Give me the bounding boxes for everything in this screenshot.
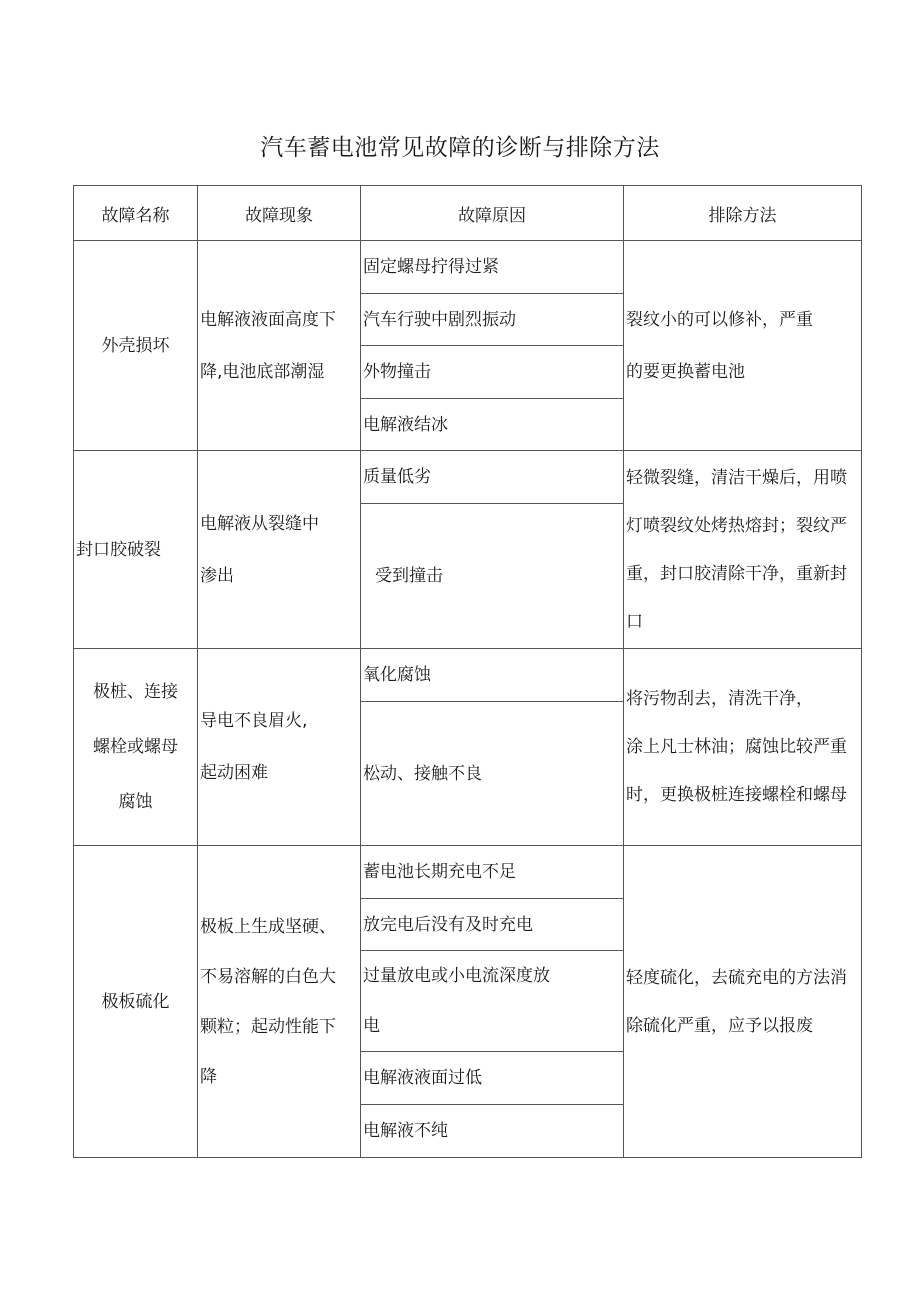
fault-symptom-line: 电解液液面高度下 <box>200 309 336 330</box>
header-fault-symptom: 故障现象 <box>198 186 361 241</box>
remedy-cell <box>624 451 862 649</box>
remedy-line: 裂纹小的可以修补，严重 <box>626 309 813 330</box>
remedy-line: 口 <box>626 611 643 632</box>
fault-cause-cell <box>361 951 624 1052</box>
remedy-line: 轻微裂缝，清洁干燥后，用喷 <box>626 467 847 488</box>
fault-cause: 固定螺母拧得过紧 <box>361 241 624 294</box>
fault-name: 极板硫化 <box>101 991 170 1012</box>
table-row <box>74 846 862 899</box>
remedy-cell <box>624 241 862 451</box>
fault-symptom-line: 降,电池底部潮湿 <box>200 361 325 382</box>
fault-symptom-cell <box>198 241 361 451</box>
remedy-line: 重，封口胶清除干净，重新封 <box>626 563 847 584</box>
fault-symptom-line: 降 <box>200 1066 217 1087</box>
fault-name-line: 螺栓或螺母 <box>93 736 178 757</box>
fault-cause: 电解液结冰 <box>361 399 624 451</box>
fault-cause: 放完电后没有及时充电 <box>361 899 624 951</box>
header-fault-name: 故障名称 <box>74 186 198 241</box>
fault-name-cell <box>74 451 198 649</box>
remedy-cell <box>624 649 862 846</box>
fault-symptom-line: 起动困难 <box>200 763 268 783</box>
fault-name-cell <box>74 846 198 1158</box>
fault-cause: 氧化腐蚀 <box>361 649 624 702</box>
page-title: 汽车蓄电池常见故障的诊断与排除方法 <box>260 135 660 162</box>
header-row <box>74 186 862 241</box>
fault-name-line: 腐蚀 <box>118 791 153 812</box>
fault-name-line: 极桩、连接 <box>93 681 178 702</box>
fault-symptom-line: 不易溶解的白色大 <box>200 966 336 987</box>
fault-cause: 汽车行驶中剧烈振动 <box>361 294 624 346</box>
fault-cause-line: 过量放电或小电流深度放 <box>363 966 550 986</box>
fault-symptom-line: 颗粒；起动性能下 <box>200 1016 336 1037</box>
remedy-line: 轻度硫化，去硫充电的方法消 <box>626 967 847 988</box>
remedy-line: 的要更换蓄电池 <box>626 361 745 382</box>
fault-cause: 受到撞击 <box>361 504 624 649</box>
fault-name-cell <box>74 241 198 451</box>
remedy-line: 时，更换极桩连接螺栓和螺母 <box>626 785 847 805</box>
fault-cause: 质量低劣 <box>361 451 624 504</box>
fault-cause: 蓄电池长期充电不足 <box>361 846 624 899</box>
remedy-line: 将污物刮去，清洗干净， <box>626 689 813 709</box>
fault-symptom-cell <box>198 451 361 649</box>
fault-symptom-line: 极板上生成坚硬、 <box>200 916 336 937</box>
remedy-cell <box>624 846 862 1158</box>
fault-cause: 外物撞击 <box>361 346 624 399</box>
fault-name: 封口胶破裂 <box>76 539 161 560</box>
header-remedy: 排除方法 <box>624 186 862 241</box>
fault-symptom-line: 渗出 <box>200 565 234 586</box>
header-fault-cause: 故障原因 <box>361 186 624 241</box>
fault-symptom-line: 电解液从裂缝中 <box>200 513 319 534</box>
fault-symptom-cell <box>198 649 361 846</box>
table-row <box>74 241 862 294</box>
fault-cause: 电解液液面过低 <box>361 1052 624 1105</box>
remedy-line: 灯喷裂纹处烤热熔封；裂纹严 <box>626 515 847 536</box>
fault-cause-line: 电 <box>363 1016 380 1036</box>
fault-symptom-line: 导电不良眉火, <box>200 711 308 731</box>
fault-name: 外壳损坏 <box>101 335 170 356</box>
fault-diagnosis-table <box>73 185 862 1158</box>
fault-symptom-cell <box>198 846 361 1158</box>
remedy-line: 涂上凡士林油；腐蚀比较严重 <box>626 737 847 757</box>
remedy-line: 除硫化严重，应予以报废 <box>626 1015 813 1036</box>
fault-cause: 松动、接触不良 <box>361 702 624 846</box>
fault-name-cell <box>74 649 198 846</box>
table-row <box>74 649 862 702</box>
fault-cause: 电解液不纯 <box>361 1105 624 1158</box>
table-row <box>74 451 862 504</box>
